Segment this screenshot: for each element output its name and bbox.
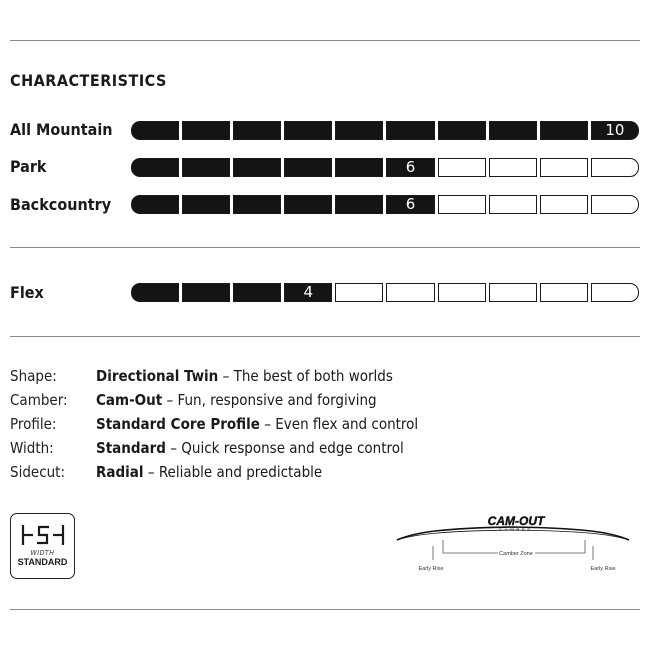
rating-value-segment: 10 <box>591 121 639 140</box>
spec-key: Sidecut: <box>10 463 66 481</box>
rating-segment <box>131 195 179 214</box>
spec-desc: – Fun, responsive and forgiving <box>162 391 377 409</box>
rating-segment <box>131 283 179 302</box>
rating-segment <box>591 158 639 177</box>
rating-segment <box>335 195 383 214</box>
rating-segment <box>489 158 537 177</box>
row-label-backcountry: Backcountry <box>10 195 112 214</box>
early-rise-right-label: Early Rise <box>590 566 616 572</box>
badge-line2: STANDARD <box>17 557 68 567</box>
camber-diagram <box>395 510 631 580</box>
camber-logo: CAM-OUT <box>487 514 545 528</box>
rating-segment <box>233 121 281 140</box>
spec-desc: – Quick response and edge control <box>165 439 404 457</box>
spec-name: Radial <box>96 463 144 481</box>
rating-segment <box>489 195 537 214</box>
spec-width <box>10 438 418 462</box>
rating-segment <box>335 283 383 302</box>
rating-value-segment: 4 <box>284 283 332 302</box>
spec-key: Width: <box>10 439 54 457</box>
spec-key: Profile: <box>10 415 57 433</box>
rating-segment <box>284 195 332 214</box>
rating-bar-all-mountain <box>131 121 639 140</box>
rating-segment <box>182 158 230 177</box>
width-hs-icon <box>11 522 74 548</box>
rating-segment <box>335 158 383 177</box>
spec-desc: – Even flex and control <box>259 415 419 433</box>
rating-segment <box>233 158 281 177</box>
rating-segment <box>284 158 332 177</box>
camber-sublogo: CAMBER <box>498 527 534 532</box>
rating-segment <box>438 283 486 302</box>
spec-name: Directional Twin <box>96 367 219 385</box>
rating-value-segment: 6 <box>386 195 434 214</box>
rating-segment <box>131 158 179 177</box>
rating-segment <box>233 195 281 214</box>
rating-segment <box>591 195 639 214</box>
early-rise-left-label: Early Rise <box>418 566 444 572</box>
bottom-divider <box>10 609 640 610</box>
spec-desc: – The best of both worlds <box>218 367 393 385</box>
divider-characteristics <box>10 247 640 248</box>
rating-segment <box>540 283 588 302</box>
rating-segment <box>438 195 486 214</box>
rating-bar-backcountry <box>131 195 639 214</box>
rating-segment <box>540 195 588 214</box>
spec-name: Cam-Out <box>96 391 163 409</box>
camber-zone-label: Camber Zone <box>499 551 533 557</box>
spec-desc: – Reliable and predictable <box>143 463 323 481</box>
spec-key: Shape: <box>10 367 57 385</box>
rating-segment <box>386 121 434 140</box>
rating-segment <box>335 121 383 140</box>
rating-segment <box>540 121 588 140</box>
rating-segment <box>438 158 486 177</box>
spec-name: Standard <box>96 439 166 457</box>
rating-segment <box>182 283 230 302</box>
rating-segment <box>131 121 179 140</box>
rating-segment <box>489 121 537 140</box>
row-label-park: Park <box>10 157 47 176</box>
row-label-all-mountain: All Mountain <box>10 120 113 139</box>
spec-key: Camber: <box>10 391 68 409</box>
rating-bar-flex <box>131 283 639 302</box>
badge-line1: WIDTH <box>30 549 55 557</box>
width-standard-badge <box>10 513 75 579</box>
rating-segment <box>540 158 588 177</box>
rating-segment <box>284 121 332 140</box>
section-title: CHARACTERISTICS <box>10 71 167 90</box>
rating-bar-park <box>131 158 639 177</box>
spec-profile <box>10 414 418 438</box>
row-label-flex: Flex <box>10 283 44 302</box>
rating-segment <box>182 121 230 140</box>
rating-segment <box>386 283 434 302</box>
rating-segment <box>591 283 639 302</box>
spec-camber <box>10 390 418 414</box>
spec-list <box>10 366 418 486</box>
spec-shape <box>10 366 418 390</box>
spec-sidecut <box>10 462 418 486</box>
rating-value-segment: 6 <box>386 158 434 177</box>
divider-flex <box>10 336 640 337</box>
rating-segment <box>489 283 537 302</box>
rating-segment <box>233 283 281 302</box>
rating-segment <box>182 195 230 214</box>
spec-name: Standard Core Profile <box>96 415 260 433</box>
rating-segment <box>438 121 486 140</box>
top-divider <box>10 40 640 41</box>
